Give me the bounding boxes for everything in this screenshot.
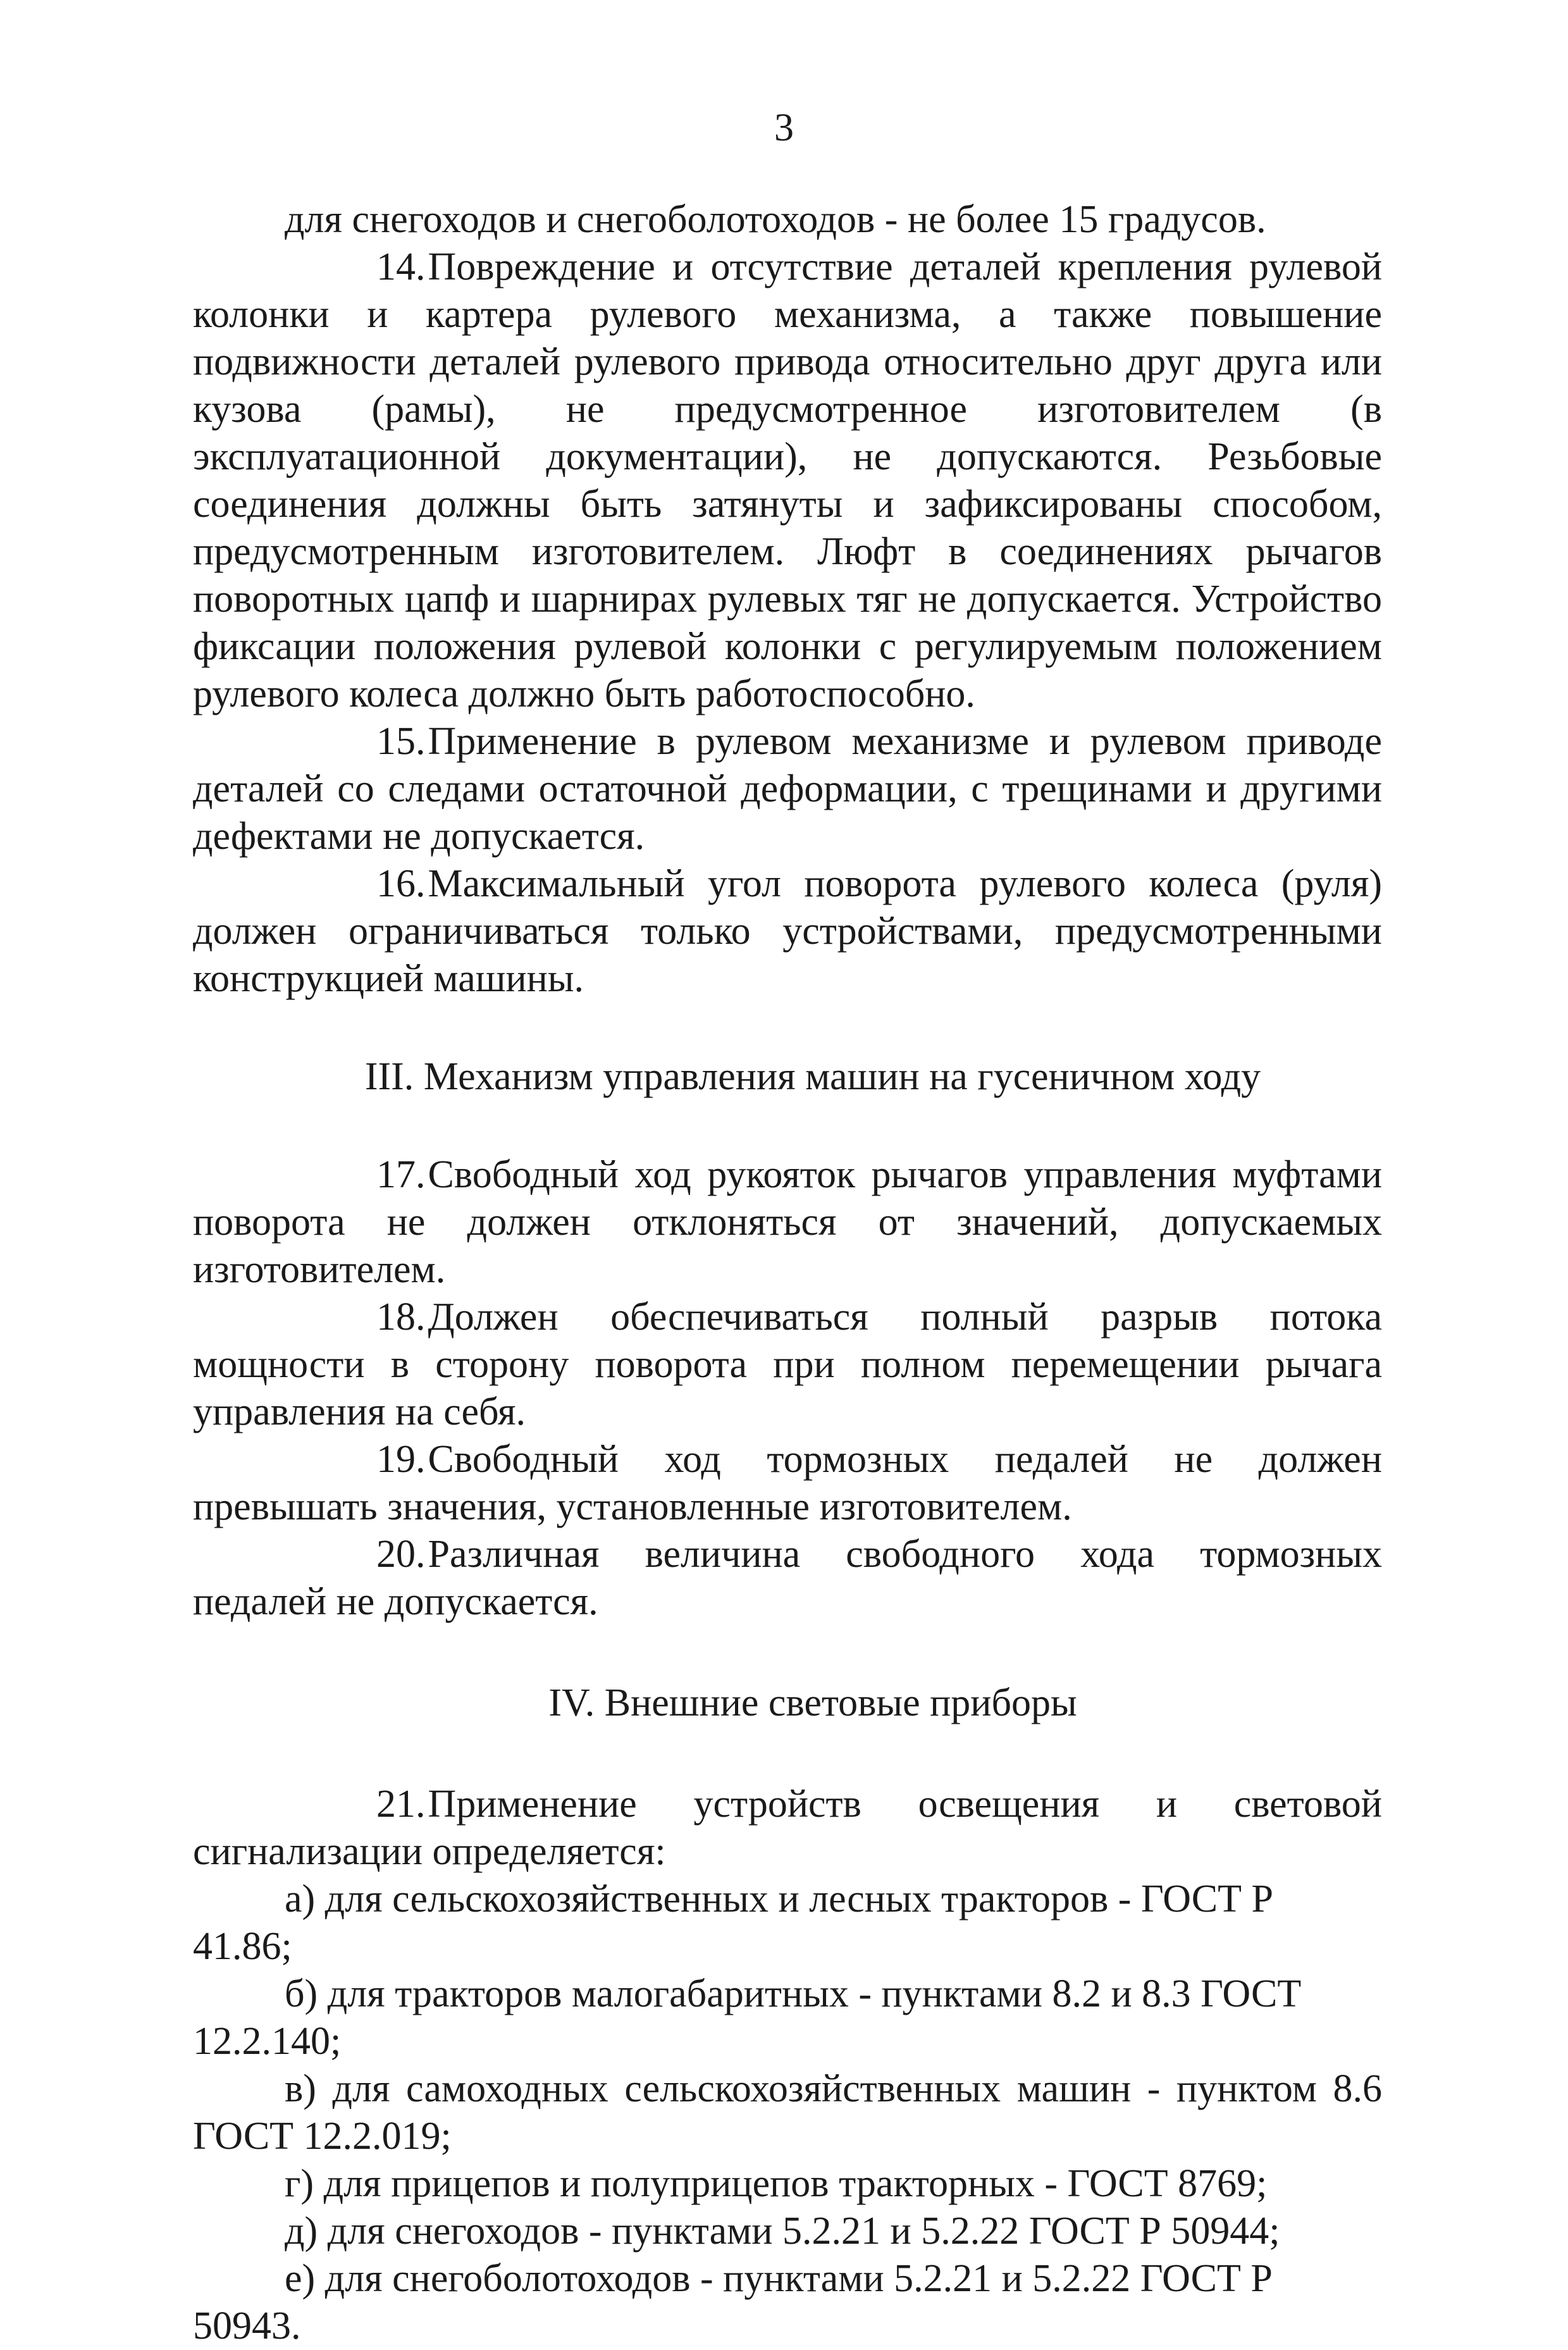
document-body	[193, 196, 1382, 2350]
subitem-e: е) для снегоболотоходов - пунктами 5.2.21 и 5.2.22 ГОСТ Р 50943.	[193, 2257, 1273, 2347]
paragraph-text: Применение в рулевом механизме и рулевом приводе деталей со следами остаточной деформации, с трещинами и другими дефектами не допускается.	[193, 720, 1382, 858]
subitem-a: а) для сельскохозяйственных и лесных тракторов - ГОСТ Р 41.86;	[193, 1877, 1273, 1968]
paragraph-number: 16.	[376, 862, 426, 905]
paragraph-text: Максимальный угол поворота рулевого колеса (руля) должен ограничиваться только устройствами, предусмотренными конструкцией машины.	[193, 862, 1382, 1000]
paragraph-continuation	[193, 196, 1382, 244]
paragraph-21	[193, 1781, 1382, 1876]
paragraph-number: 14.	[376, 245, 426, 288]
subitem-v: в) для самоходных сельскохозяйственных машин - пунктом 8.6 ГОСТ 12.2.019;	[193, 2067, 1382, 2158]
paragraph-text: Применение устройств освещения и световой сигнализации определяется:	[193, 1783, 1382, 1873]
subitem-d: д) для снегоходов - пунктами 5.2.21 и 5.2.22 ГОСТ Р 50944;	[285, 2210, 1280, 2253]
paragraph-text: Должен обеспечиваться полный разрыв потока мощности в сторону поворота при полном перемещении рычага управления на себя.	[193, 1296, 1382, 1433]
paragraph-18	[193, 1294, 1382, 1436]
paragraph-text: Свободный ход рукояток рычагов управления муфтами поворота не должен отклоняться от значений, допускаемых изготовителем.	[193, 1153, 1382, 1291]
paragraph-number: 15.	[376, 720, 426, 763]
page-number: 3	[774, 106, 794, 149]
paragraph-number: 20.	[376, 1533, 426, 1576]
paragraph-text: Повреждение и отсутствие деталей крепления рулевой колонки и картера рулевого механизма, а также повышение подвижности деталей рулевого привода относительно друг друга или кузова (рамы), не предусмотренное изготовителем (в эксплуатационной документации), не допускаются. Резьбовые соединения должны быть затянуты и зафиксированы способом, предусмотренным изготовителем. Люфт в соединениях рычагов поворотных цапф и шарнирах рулевых тяг не допускается. Устройство фиксации положения рулевой колонки с регулируемым положением рулевого колеса должно быть работоспособно.	[193, 245, 1382, 715]
paragraph-20	[193, 1531, 1382, 1626]
section-heading-3: III. Механизм управления машин на гусеничном ходу	[364, 1055, 1261, 1098]
paragraph-number: 17.	[376, 1153, 426, 1196]
paragraph-number: 18.	[376, 1296, 426, 1339]
subitem-b: б) для тракторов малогабаритных - пунктами 8.2 и 8.3 ГОСТ 12.2.140;	[193, 1972, 1302, 2063]
paragraph-number: 19.	[376, 1438, 426, 1481]
paragraph-text: Различная величина свободного хода тормозных педалей не допускается.	[193, 1533, 1382, 1623]
paragraph-14	[193, 244, 1382, 718]
paragraph-15	[193, 718, 1382, 860]
subitem-g: г) для прицепов и полуприцепов тракторных - ГОСТ 8769;	[285, 2162, 1268, 2205]
paragraph-19	[193, 1436, 1382, 1531]
paragraph-text: для снегоходов и снегоболотоходов - не более 15 градусов.	[285, 198, 1266, 241]
paragraph-number: 21.	[376, 1783, 426, 1826]
paragraph-17	[193, 1151, 1382, 1294]
paragraph-16	[193, 860, 1382, 1003]
paragraph-text: Свободный ход тормозных педалей не должен превышать значения, установленные изготовителем.	[193, 1438, 1382, 1528]
section-heading-4: IV. Внешние световые приборы	[548, 1681, 1077, 1724]
